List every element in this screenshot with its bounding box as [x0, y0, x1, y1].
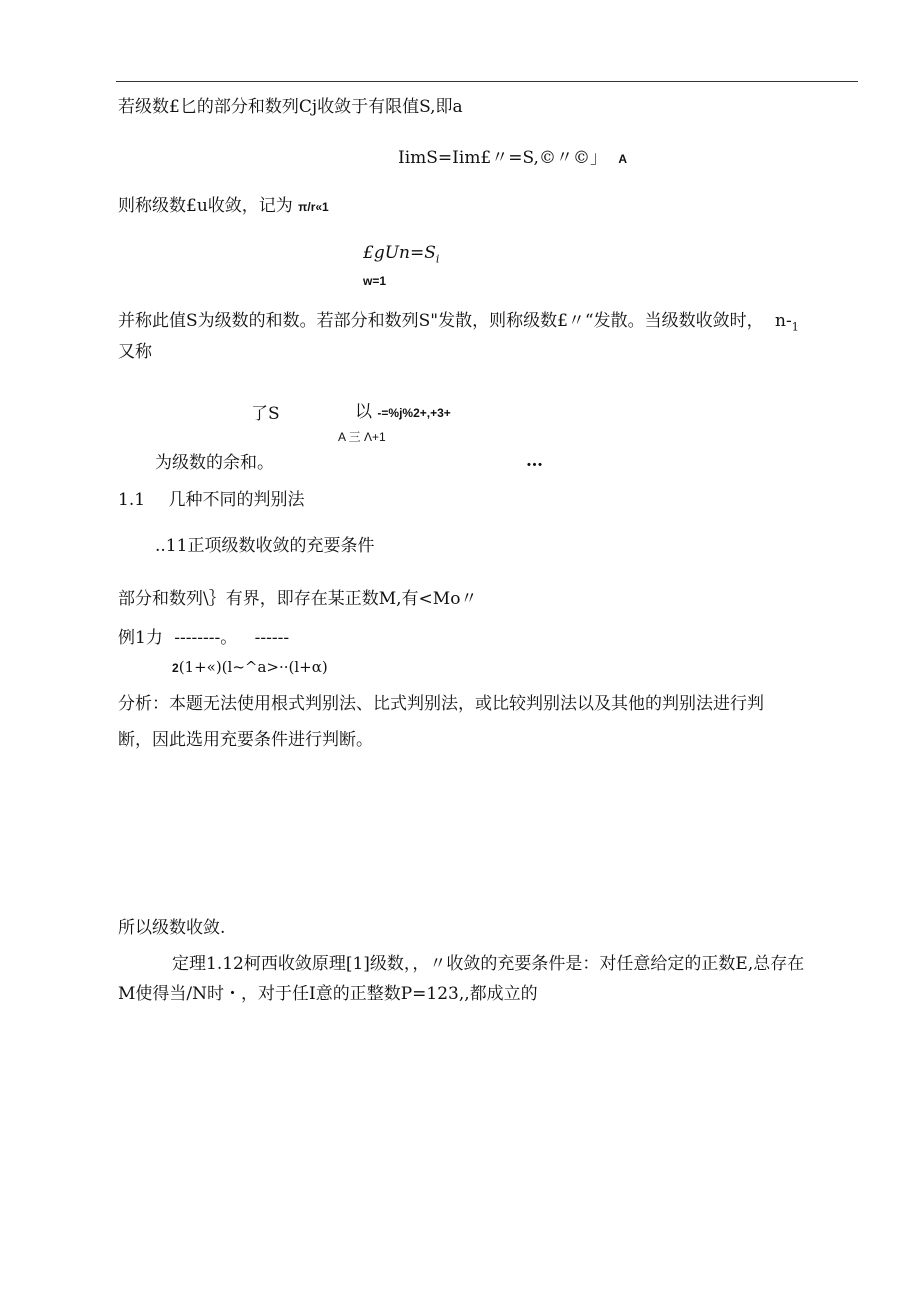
conclusion: 所以级数收敛. — [118, 918, 226, 938]
formula-limit — [398, 147, 627, 169]
example-dashes-1: --------。 — [174, 628, 238, 648]
formula-limit-main: IimS=Iim£〃=S,©〃©」 — [398, 148, 607, 168]
formula-sum-sub: i — [435, 252, 440, 266]
analysis-line-1: 分析：本题无法使用根式判别法、比式判别法，或比较判别法以及其他的判别法进行判 — [118, 694, 764, 714]
subsection-heading: ..11正项级数收敛的充要条件 — [155, 536, 375, 556]
paragraph-notation-tag: π/r«1 — [298, 200, 329, 214]
paragraph-notation — [118, 195, 329, 217]
formula-limit-tag: A — [618, 152, 628, 166]
theorem-line-1: 定理1.12柯西收敛原理[1]级数，，〃收敛的充要条件是：对任意给定的正数E,总存在 — [172, 954, 805, 974]
paragraph-sum-def-text: 并称此值S为级数的和数。若部分和数列S"发散，则称级数£〃“发散。当级数收敛时， — [118, 311, 764, 331]
header-rule — [116, 81, 858, 82]
section-number: 1.1 — [118, 490, 146, 510]
example-line — [118, 627, 289, 649]
paragraph-sum-def-tail: n- — [775, 311, 792, 331]
example-dashes-2: ------ — [254, 628, 290, 648]
analysis-line-2: 断，因此选用充要条件进行判断。 — [118, 730, 373, 750]
paragraph-also-called: 又称 — [118, 342, 152, 362]
formula-remainder-right — [355, 401, 451, 423]
section-title: 几种不同的判别法 — [168, 490, 305, 510]
section-heading — [118, 489, 304, 511]
formula-remainder-left-text: 了S — [251, 404, 280, 424]
formula-sum-main: £gUn=S — [363, 243, 436, 263]
formula-sum — [363, 242, 439, 270]
paragraph-notation-text: 则称级数£u收敛，记为 — [118, 196, 293, 216]
paragraph-bounded: 部分和数列\｝有界，即存在某正数M,有<Mo〃 — [118, 589, 478, 609]
paragraph-remainder: 为级数的余和。 — [155, 453, 274, 473]
theorem-line-2: M使得当/N时・，对于任I意的正整数P=123,,都成立的 — [118, 984, 538, 1004]
formula-remainder-left — [251, 403, 280, 425]
paragraph-convergence-def: 若级数£匕的部分和数列Cj收敛于有限值S,即a — [118, 97, 463, 117]
formula-sum-limit: w=1 — [363, 274, 387, 288]
paragraph-sum-def-tail-sub: 1 — [791, 320, 799, 334]
paragraph-sum-def — [118, 310, 799, 338]
example-denominator-text: (1+«)(l~^a>··(l+α) — [178, 658, 328, 676]
example-denominator-2: 2 — [172, 661, 179, 675]
example-denominator — [172, 656, 328, 678]
formula-remainder-limit: A 三 Λ+1 — [338, 430, 386, 444]
formula-remainder-right-rest: -=%j%2+,+3+ — [377, 406, 451, 420]
ellipsis-dots: … — [526, 451, 543, 471]
example-label: 例1力 — [118, 628, 163, 648]
formula-remainder-right-main: 以 — [355, 402, 372, 422]
